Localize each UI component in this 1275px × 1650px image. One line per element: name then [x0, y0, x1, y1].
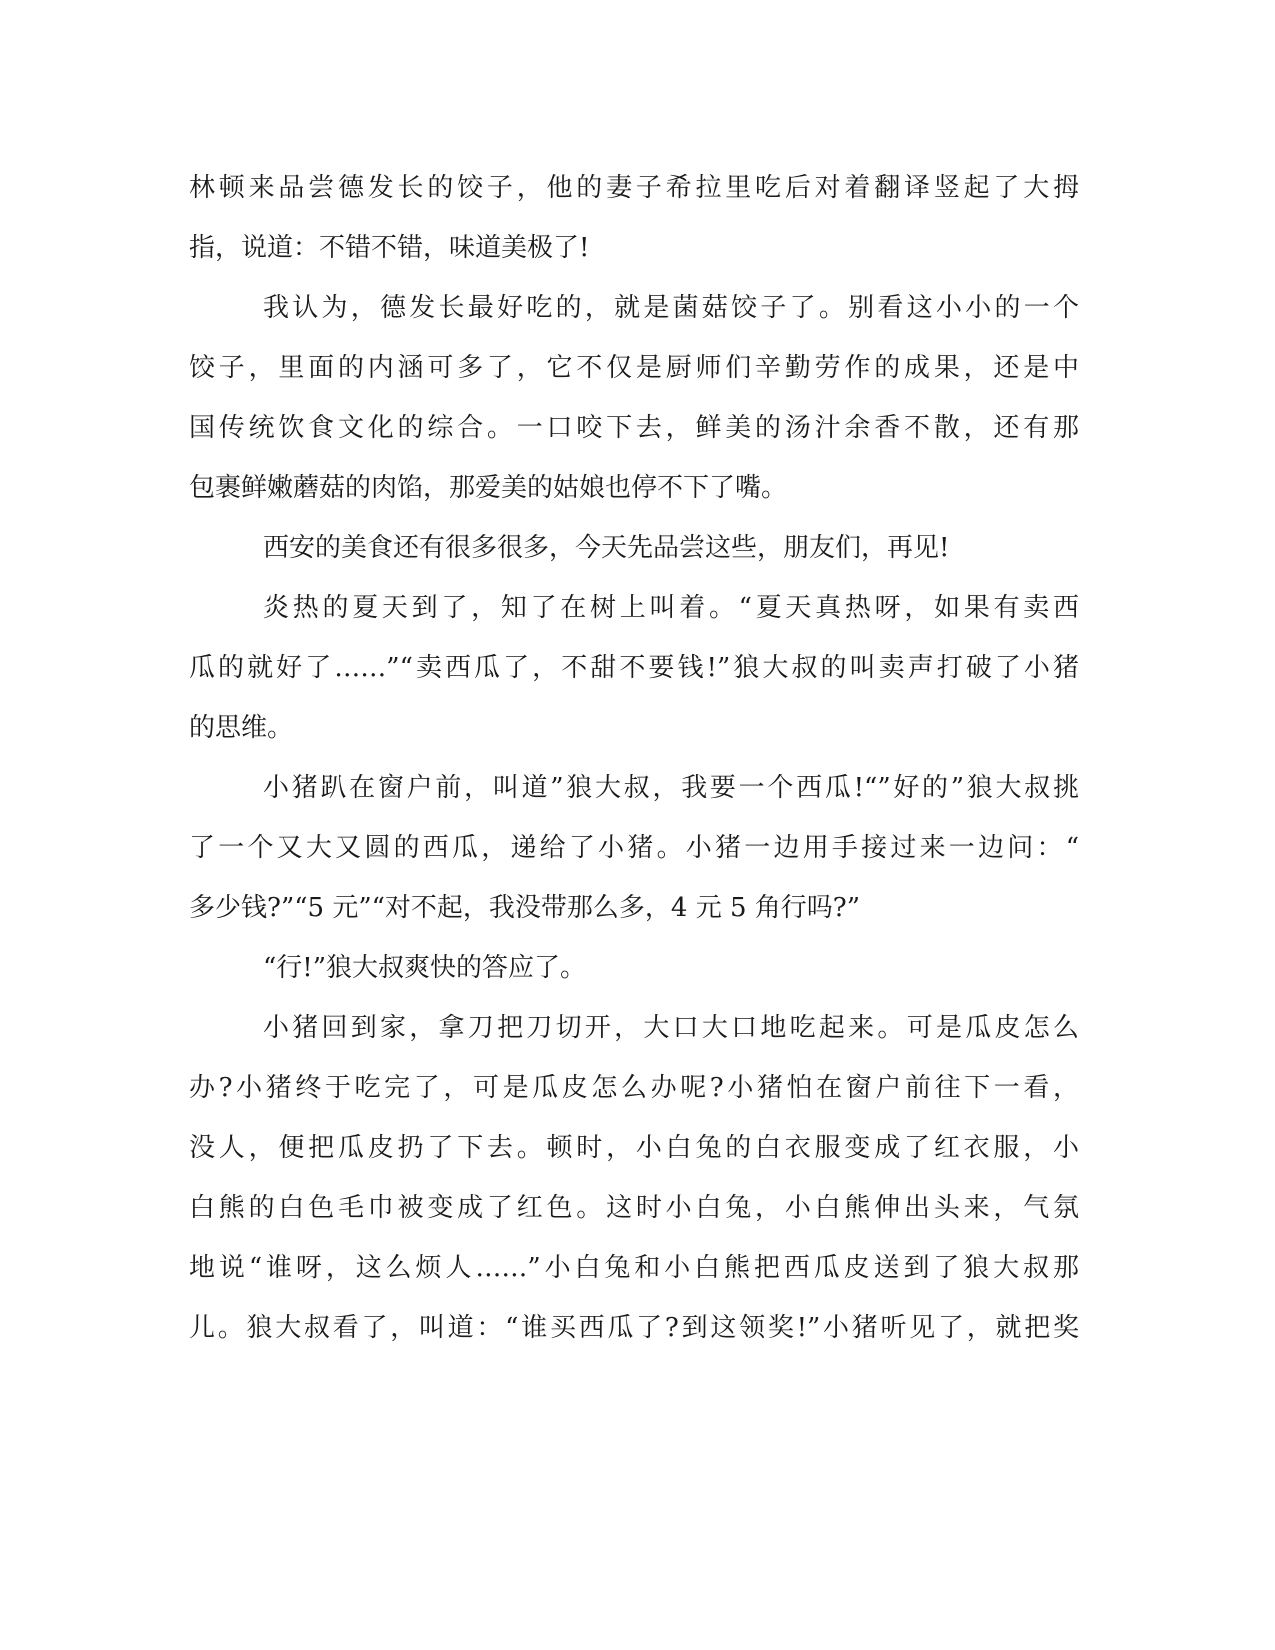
text-line: 的思维。 [189, 713, 294, 743]
text-line: 多少钱?”“5 元”“对不起，我没带那么多，4 元 5 角行吗?” [189, 893, 861, 923]
text-line: 西安的美食还有很多很多，今天先品尝这些，朋友们，再见! [263, 533, 950, 563]
text-line: “行!”狼大叔爽快的答应了。 [263, 953, 587, 983]
text-line: 炎热的夏天到了，知了在树上叫着。“夏天真热呀，如果有卖西 [263, 593, 1079, 623]
text-line: 儿。狼大叔看了，叫道：“谁买西瓜了?到这领奖!”小猪听见了，就把奖 [189, 1313, 1079, 1343]
text-line: 国传统饮食文化的综合。一口咬下去，鲜美的汤汁余香不散，还有那 [189, 413, 1079, 443]
text-line: 没人，便把瓜皮扔了下去。顿时，小白兔的白衣服变成了红衣服，小 [189, 1133, 1079, 1163]
body-text [189, 158, 1079, 1358]
text-line: 小猪回到家，拿刀把刀切开，大口大口地吃起来。可是瓜皮怎么 [263, 1013, 1079, 1043]
text-line: 瓜的就好了……”“卖西瓜了，不甜不要钱!”狼大叔的叫卖声打破了小猪 [189, 653, 1079, 683]
text-line: 小猪趴在窗户前，叫道”狼大叔，我要一个西瓜!“”好的”狼大叔挑 [263, 773, 1079, 803]
text-line: 指，说道：不错不错，味道美极了! [189, 233, 590, 263]
text-line: 我认为，德发长最好吃的，就是菌菇饺子了。别看这小小的一个 [263, 293, 1079, 323]
text-line: 林顿来品尝德发长的饺子，他的妻子希拉里吃后对着翻译竖起了大拇 [189, 173, 1079, 203]
text-line: 地说“谁呀，这么烦人……”小白兔和小白熊把西瓜皮送到了狼大叔那 [189, 1253, 1079, 1283]
text-line: 办?小猪终于吃完了，可是瓜皮怎么办呢?小猪怕在窗户前往下一看， [189, 1073, 1079, 1103]
text-line: 了一个又大又圆的西瓜，递给了小猪。小猪一边用手接过来一边问：“ [189, 833, 1079, 863]
text-line: 饺子，里面的内涵可多了，它不仅是厨师们辛勤劳作的成果，还是中 [189, 353, 1079, 383]
text-line: 包裹鲜嫩蘑菇的肉馅，那爱美的姑娘也停不下了嘴。 [189, 473, 788, 503]
text-line: 白熊的白色毛巾被变成了红色。这时小白兔，小白熊伸出头来，气氛 [189, 1193, 1079, 1223]
